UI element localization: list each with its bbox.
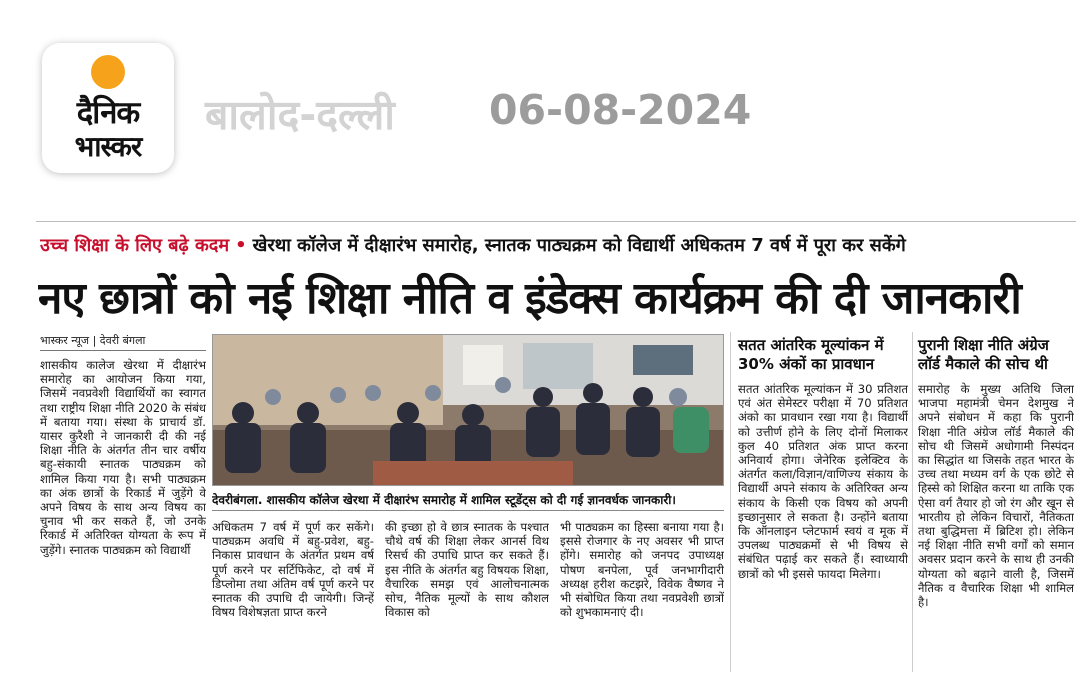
publication-date: 06-08-2024 (489, 86, 752, 134)
kicker-tag: उच्च शिक्षा के लिए बढ़े कदम (40, 235, 230, 256)
sidebox-1-title: सतत आंतरिक मूल्यांकन में 30% अंकों का प्रावधान (738, 336, 884, 373)
byline: भास्कर न्यूज | देवरी बंगला (40, 334, 146, 347)
sun-icon (91, 55, 125, 89)
photo-caption: देवरीबंगला. शासकीय कॉलेज खेरथा में दीक्षारंभ समारोह में शामिल स्टूडेंट्स को दी गई ज्ञानवर्धक जानकारी। (212, 493, 676, 507)
top-divider (36, 221, 1076, 222)
sidebox-2-text: समारोह के मुख्य अतिथि जिला भाजपा महामंत्री चेमन देशमुख ने अपने संबोधन में कहा कि पुरानी शिक्षा नीति अंग्रेज लॉर्ड मैकाले की सोच थी जिसमें अधोगामी निस्पंदन का सिद्धांत था जिसके तहत भारत के उच्च तथा मध्यम वर्ग के एक छोटे से हिस्से को शिक्षित करना था ताकि एक ऐसा वर्ग तैयार हो जो रंग और खून से भारतीय हो लेकिन विचारों, नैतिकता तथा बुद्धिमत्ता में ब्रिटिश हो। लेकिन नई शिक्षा नीति सभी वर्गों को समान अवसर प्रदान करने के साथ ही उनकी योग्यता को बढ़ाने वाली है, जिसमें नैतिक व वैचारिक शिक्षा भी शामिल है। (918, 382, 1074, 610)
event-photo (212, 334, 724, 486)
sidebox-1-text: सतत आंतरिक मूल्यांकन में 30 प्रतिशत एवं अंत सेमेस्टर परीक्षा में 70 प्रतिशत अंको का प्रावधान रखा गया है। विद्यार्थी को उत्तीर्ण होने के लिए दोनों मिलाकर कुल 40 प्रतिशत अंक प्राप्त करना अनिवार्य होगा। जेनेरिक इलेक्टिव के अंतर्गत कला/विज्ञान/वाणिज्य संकाय के विद्यार्थी अपने संकाय के अतिरिक्त अन्य संकाय के किसी एक विषय को अपनी इच्छानुसार ले सकता है। उन्होंने बताया कि ऑनलाइन प्लेटफार्म स्वयं व मूक में उपलब्ध पाठ्यक्रमों से भी विषय से संबंधित पढ़ाई कर सकते हैं। स्वाध्यायी छात्रों को भी इससे फायदा मिलेगा। (738, 382, 908, 581)
logo-line1: दैनिक (76, 95, 140, 131)
dainik-bhaskar-logo (42, 43, 174, 173)
sidebox-2-title: पुरानी शिक्षा नीति अंग्रेज लॉर्ड मैकाले की सोच थी (918, 336, 1049, 373)
edition-name: बालोद-दल्ली (205, 91, 395, 139)
bullet-icon: • (235, 235, 247, 256)
article-column-3: की इच्छा हो वे छात्र स्नातक के पश्चात चौथे वर्ष की शिक्षा लेकर आनर्स विथ रिसर्च की उपाधि प्राप्त कर सकते हैं। इस नीति के अंतर्गत बहु विषयक शिक्षा, वैचारिक समझ एवं आलोचनात्मक सोच, नैतिक मूल्यों के साथ कौशल विकास को (385, 520, 549, 620)
kicker-text: खेरथा कॉलेज में दीक्षारंभ समारोह, स्नातक पाठ्यक्रम को विद्यार्थी अधिकतम 7 वर्ष में पूरा कर सकेंगे (252, 235, 906, 256)
kicker-line (40, 233, 1076, 257)
article-column-2: अधिकतम 7 वर्ष में पूर्ण कर सकेंगे। पाठ्यक्रम अवधि में बहु-प्रवेश, बहु-निकास प्रावधान के अंतर्गत प्रथम वर्ष पूर्ण करने पर सर्टिफिकेट, दो वर्ष में डिप्लोमा तथा अंतिम वर्ष पूर्ण करने पर स्नातक की उपाधि दी जायेगी। जिन्हें विषय विशेषज्ञता प्राप्त करने (212, 520, 374, 620)
column-divider-2 (912, 332, 913, 672)
column-divider-1 (730, 332, 731, 672)
byline-divider (40, 350, 206, 351)
headline: नए छात्रों को नई शिक्षा नीति व इंडेक्स कार्यक्रम की दी जानकारी (38, 273, 1021, 324)
students-photo-illustration (213, 335, 723, 485)
article-column-4: भी पाठ्यक्रम का हिस्सा बनाया गया है। इससे रोजगार के नए अवसर भी प्राप्त होंगे। समारोह को जनपद उपाध्यक्ष पोषण बनपेला, पूर्व जनभागीदारी अध्यक्ष हरीश कटझरे, विवेक वैष्णव ने भी संबोधित किया तथा नवप्रवेशी छात्रों को शुभकामनाएं दी। (560, 520, 724, 620)
caption-divider (212, 510, 724, 511)
article-column-1: शासकीय कालेज खेरथा में दीक्षारंभ समारोह का आयोजन किया गया, जिसमें नवप्रवेशी विद्यार्थियों का स्वागत तथा राष्ट्रीय शिक्षा नीति 2020 के संबंध में बताया गया। संस्था के प्राचार्य डॉ. यासर कुरैशी ने जानकारी दी की नई शिक्षा नीति के अंतर्गत तीन चार वर्षीय बहु-संकायी स्नातक पाठ्यक्रम को शामिल किया गया है। सभी पाठ्यक्रम का अंक छात्रों के रिकार्ड में जुड़ेंगे वे अपने विषय के साथ अन्य विषय का चुनाव भी कर सकते हैं, जो उनके रिकार्ड में अतिरिक्त योग्यता के रूप में जुड़ेंगे। स्नातक पाठ्यक्रम को विद्यार्थी (40, 358, 206, 557)
logo-line2: भास्कर (74, 130, 142, 163)
